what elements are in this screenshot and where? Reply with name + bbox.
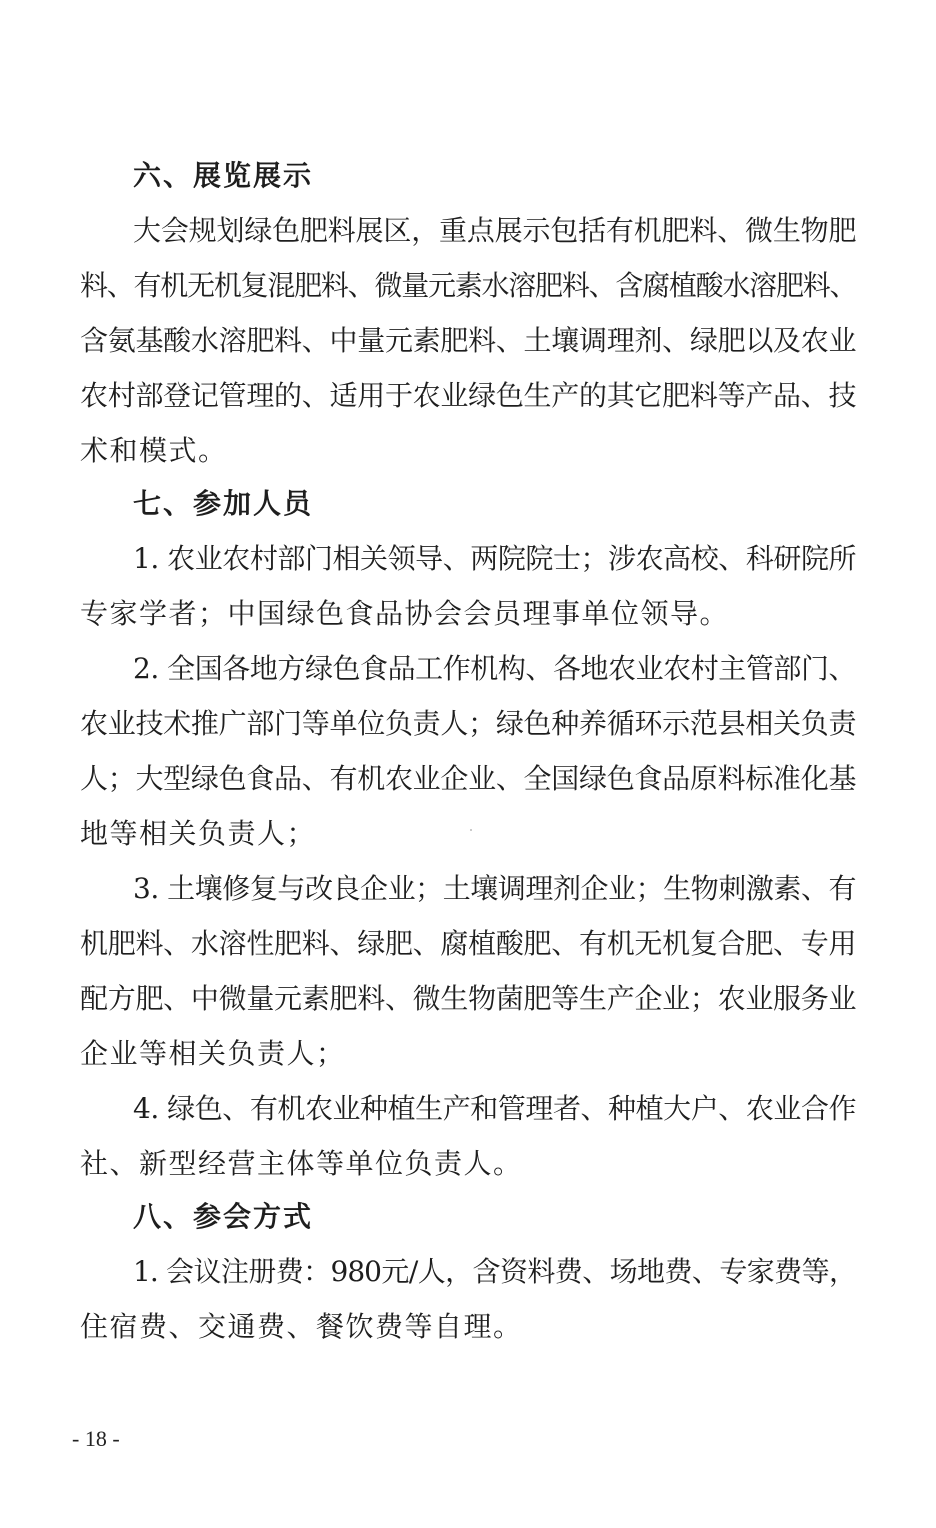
list-item-line: 机肥料、水溶性肥料、绿肥、腐植酸肥、有机无机复合肥、专用	[80, 927, 856, 960]
section-heading-participants: 七、参加人员	[133, 487, 314, 520]
list-item-line: 2. 全国各地方绿色食品工作机构、各地农业农村主管部门、	[133, 652, 856, 685]
section-heading-exhibition: 六、展览展示	[133, 159, 314, 192]
list-item-line: 1. 农业农村部门相关领导、两院院士；涉农高校、科研院所	[133, 542, 856, 575]
list-item-line: 专家学者；中国绿色食品协会会员理事单位领导。	[80, 597, 730, 630]
list-item-line: 农业技术推广部门等单位负责人；绿色种养循环示范县相关负责	[80, 707, 856, 740]
list-item-line: 4. 绿色、有机农业种植生产和管理者、种植大户、农业合作	[133, 1092, 856, 1125]
section-heading-attendance: 八、参会方式	[133, 1200, 314, 1233]
list-item-line: 人；大型绿色食品、有机农业企业、全国绿色食品原料标准化基	[80, 762, 856, 795]
paragraph-line: 农村部登记管理的、适用于农业绿色生产的其它肥料等产品、技	[80, 379, 856, 412]
scan-speck	[470, 829, 472, 831]
paragraph-line: 大会规划绿色肥料展区，重点展示包括有机肥料、微生物肥	[133, 214, 856, 247]
paragraph-line: 术和模式。	[80, 434, 228, 467]
paragraph-line: 含氨基酸水溶肥料、中量元素肥料、土壤调理剂、绿肥以及农业	[80, 324, 856, 357]
list-item-line: 配方肥、中微量元素肥料、微生物菌肥等生产企业；农业服务业	[80, 982, 856, 1015]
list-item-line: 3. 土壤修复与改良企业；土壤调理剂企业；生物刺激素、有	[133, 872, 856, 905]
paragraph-line: 料、有机无机复混肥料、微量元素水溶肥料、含腐植酸水溶肥料、	[80, 269, 856, 302]
page-number: - 18 -	[72, 1426, 120, 1451]
list-item-line: 企业等相关负责人；	[80, 1037, 346, 1070]
list-item-line: 社、新型经营主体等单位负责人。	[80, 1147, 523, 1180]
list-item-line: 地等相关负责人；	[80, 817, 317, 850]
list-item-line: 1. 会议注册费：980元/人，含资料费、场地费、专家费等，	[133, 1255, 856, 1288]
list-item-line: 住宿费、交通费、餐饮费等自理。	[80, 1310, 523, 1343]
